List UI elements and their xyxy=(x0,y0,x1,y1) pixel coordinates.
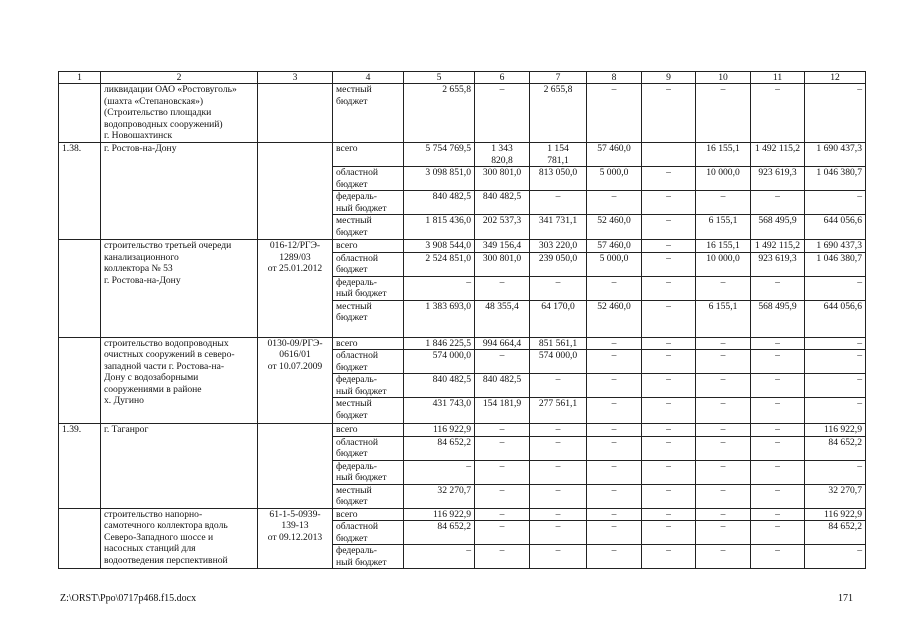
funding-source: областной бюджет xyxy=(333,436,404,460)
amount-cell: – xyxy=(751,436,805,460)
amount-cell: 116 922,9 xyxy=(404,508,475,521)
table-row xyxy=(59,84,866,143)
amount-cell: 10 000,0 xyxy=(696,167,751,191)
amount-cell: – xyxy=(642,84,696,143)
amount-cell: – xyxy=(805,191,866,215)
amount-cell: – xyxy=(530,436,587,460)
item-number xyxy=(59,337,101,424)
object-name: строительство водопроводных очистных сооружений в северо- западной части г. Ростова-на- Дону с водозаборными сооружениями в районе х. Дугино xyxy=(101,337,258,424)
column-number: 8 xyxy=(587,72,642,84)
amount-cell: – xyxy=(696,424,751,437)
amount-cell: 154 181,9 xyxy=(475,398,530,424)
funding-source: всего xyxy=(333,143,404,167)
amount-cell: – xyxy=(642,460,696,484)
amount-cell: – xyxy=(805,84,866,143)
amount-cell: – xyxy=(805,276,866,300)
amount-cell: 1 383 693,0 xyxy=(404,300,475,337)
amount-cell: 1 154 781,1 xyxy=(530,143,587,167)
amount-cell: – xyxy=(475,350,530,374)
amount-cell: 84 652,2 xyxy=(404,521,475,545)
amount-cell xyxy=(642,143,696,167)
amount-cell: – xyxy=(805,545,866,569)
amount-cell: – xyxy=(530,276,587,300)
amount-cell: – xyxy=(751,374,805,398)
funding-source: федераль- ный бюджет xyxy=(333,374,404,398)
amount-cell: – xyxy=(751,424,805,437)
amount-cell: 303 220,0 xyxy=(530,240,587,253)
expertise-conclusion xyxy=(258,84,333,143)
amount-cell: 923 619,3 xyxy=(751,252,805,276)
amount-cell: 52 460,0 xyxy=(587,215,642,240)
amount-cell: – xyxy=(530,521,587,545)
amount-cell: – xyxy=(475,545,530,569)
amount-cell: 57 460,0 xyxy=(587,143,642,167)
object-name: г. Ростов-на-Дону xyxy=(101,143,258,240)
amount-cell: – xyxy=(696,191,751,215)
amount-cell: – xyxy=(587,276,642,300)
expertise-conclusion xyxy=(258,143,333,240)
amount-cell: 2 655,8 xyxy=(530,84,587,143)
amount-cell: – xyxy=(696,484,751,508)
funding-source: местный бюджет xyxy=(333,300,404,337)
amount-cell: – xyxy=(530,484,587,508)
amount-cell: 341 731,1 xyxy=(530,215,587,240)
amount-cell: 1 046 380,7 xyxy=(805,252,866,276)
amount-cell: 851 561,1 xyxy=(530,337,587,350)
amount-cell: – xyxy=(642,398,696,424)
amount-cell: – xyxy=(696,460,751,484)
amount-cell: – xyxy=(475,436,530,460)
amount-cell: 16 155,1 xyxy=(696,143,751,167)
amount-cell: – xyxy=(642,276,696,300)
amount-cell: 994 664,4 xyxy=(475,337,530,350)
amount-cell: – xyxy=(696,337,751,350)
amount-cell: 10 000,0 xyxy=(696,252,751,276)
amount-cell: – xyxy=(642,508,696,521)
amount-cell: – xyxy=(587,436,642,460)
amount-cell: 840 482,5 xyxy=(404,374,475,398)
item-number xyxy=(59,84,101,143)
amount-cell: 116 922,9 xyxy=(805,508,866,521)
item-number: 1.39. xyxy=(59,424,101,509)
amount-cell: 6 155,1 xyxy=(696,300,751,337)
funding-source: местный бюджет xyxy=(333,398,404,424)
amount-cell: – xyxy=(805,350,866,374)
amount-cell: 1 492 115,2 xyxy=(751,240,805,253)
amount-cell: – xyxy=(587,337,642,350)
amount-cell: 840 482,5 xyxy=(404,191,475,215)
amount-cell: – xyxy=(642,350,696,374)
amount-cell: 116 922,9 xyxy=(805,424,866,437)
amount-cell: – xyxy=(475,484,530,508)
amount-cell: – xyxy=(805,460,866,484)
amount-cell: 2 655,8 xyxy=(404,84,475,143)
amount-cell: 644 056,6 xyxy=(805,215,866,240)
expertise-conclusion xyxy=(258,424,333,509)
amount-cell: – xyxy=(696,436,751,460)
amount-cell: 300 801,0 xyxy=(475,252,530,276)
amount-cell: 1 690 437,3 xyxy=(805,143,866,167)
funding-source: федераль- ный бюджет xyxy=(333,460,404,484)
funding-source: федераль- ный бюджет xyxy=(333,545,404,569)
column-number: 9 xyxy=(642,72,696,84)
amount-cell: – xyxy=(751,84,805,143)
amount-cell: – xyxy=(805,337,866,350)
amount-cell: – xyxy=(530,508,587,521)
column-number-row xyxy=(59,72,866,84)
amount-cell: – xyxy=(696,350,751,374)
amount-cell: – xyxy=(751,460,805,484)
amount-cell: – xyxy=(642,484,696,508)
amount-cell: – xyxy=(751,191,805,215)
amount-cell: – xyxy=(805,374,866,398)
amount-cell: – xyxy=(587,374,642,398)
amount-cell: 16 155,1 xyxy=(696,240,751,253)
amount-cell: – xyxy=(751,484,805,508)
amount-cell: 923 619,3 xyxy=(751,167,805,191)
amount-cell: – xyxy=(530,374,587,398)
amount-cell: – xyxy=(404,545,475,569)
amount-cell: – xyxy=(751,276,805,300)
amount-cell: 5 000,0 xyxy=(587,167,642,191)
funding-source: всего xyxy=(333,240,404,253)
amount-cell: – xyxy=(530,545,587,569)
funding-source: местный бюджет xyxy=(333,484,404,508)
amount-cell: – xyxy=(642,300,696,337)
funding-source: областной бюджет xyxy=(333,252,404,276)
object-name: г. Таганрог xyxy=(101,424,258,509)
expertise-conclusion: 0130-09/РГЭ- 0616/01 от 10.07.2009 xyxy=(258,337,333,424)
amount-cell: 6 155,1 xyxy=(696,215,751,240)
amount-cell: – xyxy=(587,350,642,374)
amount-cell: – xyxy=(475,84,530,143)
amount-cell: – xyxy=(696,374,751,398)
amount-cell: 431 743,0 xyxy=(404,398,475,424)
amount-cell: 349 156,4 xyxy=(475,240,530,253)
column-number: 4 xyxy=(333,72,404,84)
table-row xyxy=(59,424,866,437)
amount-cell: 3 908 544,0 xyxy=(404,240,475,253)
expertise-conclusion: 016-12/РГЭ- 1289/03 от 25.01.2012 xyxy=(258,240,333,338)
amount-cell: – xyxy=(404,460,475,484)
amount-cell: 52 460,0 xyxy=(587,300,642,337)
funding-source: местный бюджет xyxy=(333,215,404,240)
column-number: 10 xyxy=(696,72,751,84)
funding-source: федераль- ный бюджет xyxy=(333,276,404,300)
amount-cell: – xyxy=(751,398,805,424)
column-number: 3 xyxy=(258,72,333,84)
amount-cell: – xyxy=(642,215,696,240)
amount-cell: – xyxy=(642,252,696,276)
funding-source: всего xyxy=(333,424,404,437)
amount-cell: – xyxy=(587,398,642,424)
object-name: строительство напорно- самотечного коллектора вдоль Северо-Западного шоссе и насосных станций для водоотведения перспективной xyxy=(101,508,258,569)
amount-cell: – xyxy=(587,521,642,545)
amount-cell: – xyxy=(696,545,751,569)
amount-cell: 574 000,0 xyxy=(404,350,475,374)
amount-cell: 239 050,0 xyxy=(530,252,587,276)
amount-cell: – xyxy=(642,167,696,191)
amount-cell: 300 801,0 xyxy=(475,167,530,191)
amount-cell: 644 056,6 xyxy=(805,300,866,337)
amount-cell: – xyxy=(587,508,642,521)
amount-cell: 57 460,0 xyxy=(587,240,642,253)
amount-cell: – xyxy=(587,545,642,569)
amount-cell: 568 495,9 xyxy=(751,300,805,337)
column-number: 5 xyxy=(404,72,475,84)
amount-cell: – xyxy=(587,460,642,484)
column-number: 6 xyxy=(475,72,530,84)
amount-cell: – xyxy=(642,191,696,215)
funding-source: местный бюджет xyxy=(333,84,404,143)
funding-source: всего xyxy=(333,508,404,521)
item-number: 1.38. xyxy=(59,143,101,240)
amount-cell: – xyxy=(475,521,530,545)
amount-cell: 1 046 380,7 xyxy=(805,167,866,191)
amount-cell: 64 170,0 xyxy=(530,300,587,337)
funding-source: областной бюджет xyxy=(333,167,404,191)
amount-cell: – xyxy=(751,350,805,374)
budget-table xyxy=(58,71,866,569)
column-number: 7 xyxy=(530,72,587,84)
amount-cell: 48 355,4 xyxy=(475,300,530,337)
column-number: 11 xyxy=(751,72,805,84)
amount-cell: – xyxy=(530,460,587,484)
amount-cell: 32 270,7 xyxy=(404,484,475,508)
amount-cell: – xyxy=(751,508,805,521)
amount-cell: – xyxy=(696,276,751,300)
amount-cell: 5 000,0 xyxy=(587,252,642,276)
amount-cell: 840 482,5 xyxy=(475,191,530,215)
amount-cell: – xyxy=(475,424,530,437)
column-number: 12 xyxy=(805,72,866,84)
amount-cell: – xyxy=(642,424,696,437)
column-number: 2 xyxy=(101,72,258,84)
amount-cell: – xyxy=(587,484,642,508)
funding-source: областной бюджет xyxy=(333,521,404,545)
object-name: строительство третьей очереди канализационного коллектора № 53 г. Ростова-на-Дону xyxy=(101,240,258,338)
amount-cell: – xyxy=(751,337,805,350)
amount-cell: – xyxy=(475,276,530,300)
document-path: Z:\ORST\Ppo\0717p468.f15.docx xyxy=(60,593,197,604)
amount-cell: – xyxy=(642,436,696,460)
amount-cell: 1 846 225,5 xyxy=(404,337,475,350)
amount-cell: 116 922,9 xyxy=(404,424,475,437)
item-number xyxy=(59,508,101,569)
table-row xyxy=(59,508,866,521)
amount-cell: – xyxy=(642,545,696,569)
amount-cell: 277 561,1 xyxy=(530,398,587,424)
amount-cell: 84 652,2 xyxy=(404,436,475,460)
amount-cell: 1 690 437,3 xyxy=(805,240,866,253)
amount-cell: 1 343 820,8 xyxy=(475,143,530,167)
amount-cell: – xyxy=(475,460,530,484)
amount-cell: – xyxy=(642,337,696,350)
amount-cell: – xyxy=(805,398,866,424)
amount-cell: 568 495,9 xyxy=(751,215,805,240)
amount-cell: – xyxy=(696,521,751,545)
amount-cell: – xyxy=(404,276,475,300)
amount-cell: 84 652,2 xyxy=(805,521,866,545)
amount-cell: – xyxy=(696,398,751,424)
amount-cell: – xyxy=(587,84,642,143)
amount-cell: 3 098 851,0 xyxy=(404,167,475,191)
amount-cell: – xyxy=(751,545,805,569)
amount-cell: 1 815 436,0 xyxy=(404,215,475,240)
funding-source: федераль- ный бюджет xyxy=(333,191,404,215)
amount-cell: – xyxy=(696,84,751,143)
amount-cell: 574 000,0 xyxy=(530,350,587,374)
amount-cell: – xyxy=(751,521,805,545)
amount-cell: 5 754 769,5 xyxy=(404,143,475,167)
amount-cell: – xyxy=(642,521,696,545)
amount-cell: – xyxy=(475,508,530,521)
amount-cell: – xyxy=(587,191,642,215)
table-row xyxy=(59,143,866,167)
amount-cell: 1 492 115,2 xyxy=(751,143,805,167)
expertise-conclusion: 61-1-5-0939- 139-13 от 09.12.2013 xyxy=(258,508,333,569)
amount-cell: – xyxy=(696,508,751,521)
column-number: 1 xyxy=(59,72,101,84)
page-number: 171 xyxy=(838,593,853,604)
amount-cell: – xyxy=(587,424,642,437)
amount-cell: 813 050,0 xyxy=(530,167,587,191)
amount-cell: – xyxy=(642,240,696,253)
object-name: ликвидации ОАО «Ростовуголь» (шахта «Степановская») (Строительство площадки водопроводных сооружений) г. Новошахтинск xyxy=(101,84,258,143)
amount-cell: 32 270,7 xyxy=(805,484,866,508)
table-row xyxy=(59,337,866,350)
funding-source: всего xyxy=(333,337,404,350)
amount-cell: 84 652,2 xyxy=(805,436,866,460)
funding-source: областной бюджет xyxy=(333,350,404,374)
amount-cell: – xyxy=(530,424,587,437)
amount-cell: 202 537,3 xyxy=(475,215,530,240)
amount-cell: – xyxy=(530,191,587,215)
amount-cell: 840 482,5 xyxy=(475,374,530,398)
table-row xyxy=(59,240,866,253)
amount-cell: 2 524 851,0 xyxy=(404,252,475,276)
item-number xyxy=(59,240,101,338)
amount-cell: – xyxy=(642,374,696,398)
